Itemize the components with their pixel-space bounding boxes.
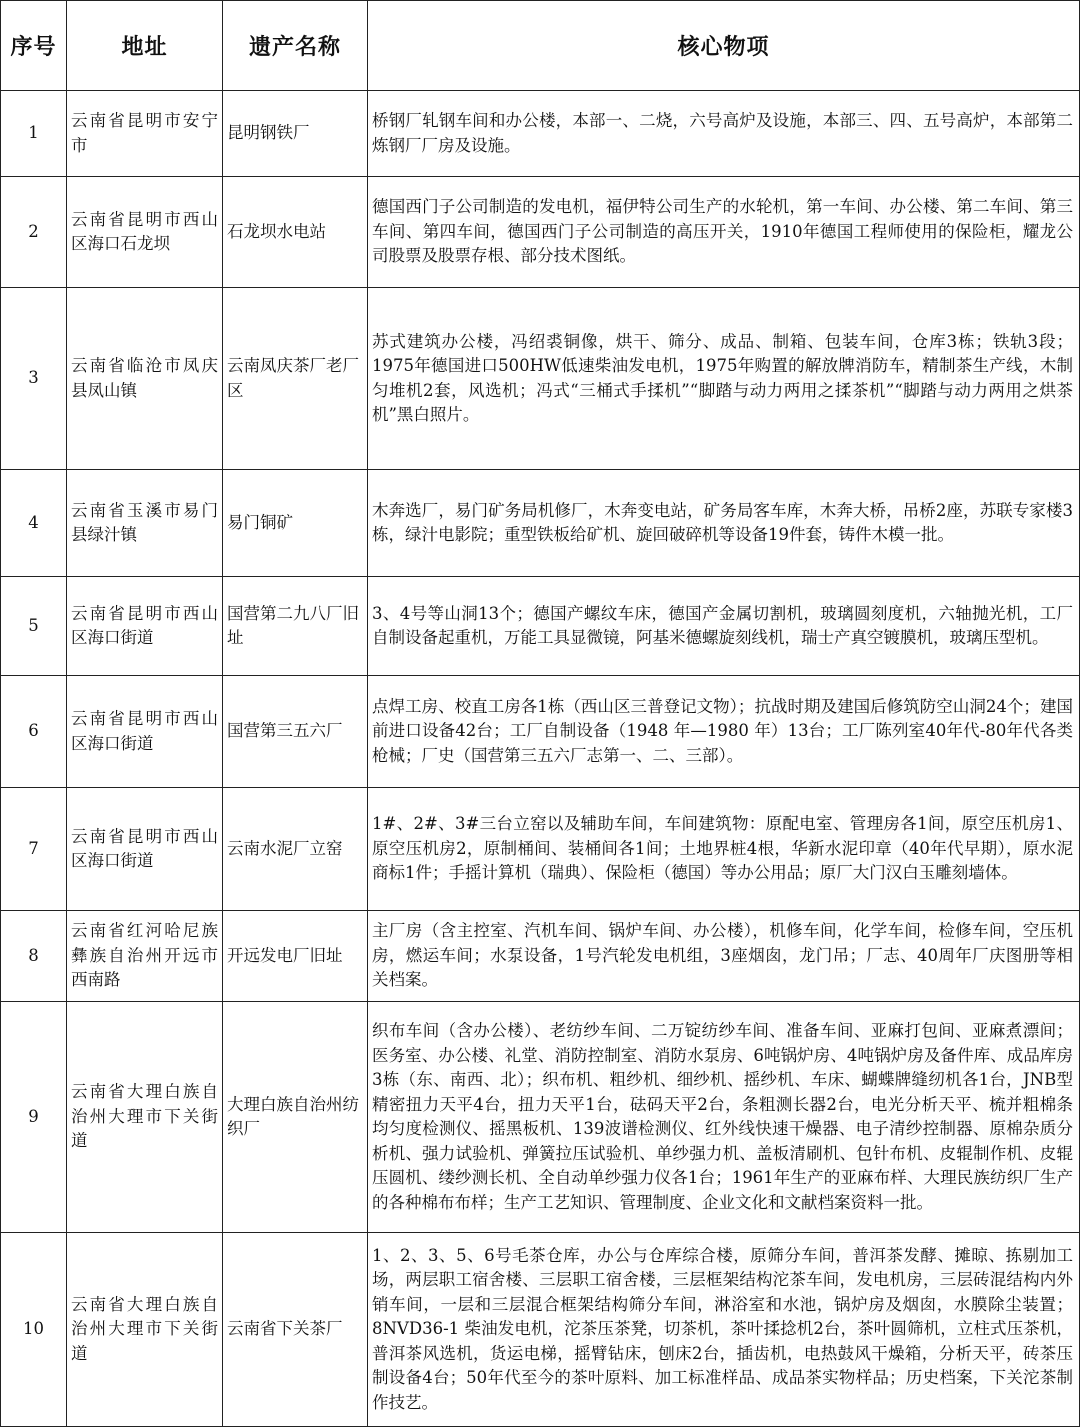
row-address: 云南省红河哈尼族彝族自治州开远市西南路 [67, 911, 223, 1002]
row-core-items: 点焊工房、校直工房各1栋（西山区三普登记文物）；抗战时期及建国后修筑防空山洞24个；建国前进口设备42台；工厂自制设备（1948 年—1980 年）13台；工厂陈列室40年代-80年代各类枪械；厂史（国营第三五六厂志第一、二、三部）。 [368, 676, 1080, 788]
row-index: 8 [1, 911, 67, 1002]
row-heritage-name: 云南水泥厂立窑 [223, 788, 368, 911]
row-core-items: 3、4号等山洞13个；德国产螺纹车床，德国产金属切割机，玻璃圆刻度机，六轴抛光机，工厂自制设备起重机，万能工具显微镜，阿基米德螺旋刻线机，瑞士产真空镀膜机，玻璃压型机。 [368, 577, 1080, 676]
row-index: 1 [1, 91, 67, 177]
row-index: 5 [1, 577, 67, 676]
table-row [1, 288, 1080, 470]
row-index: 9 [1, 1002, 67, 1233]
row-core-items: 德国西门子公司制造的发电机，福伊特公司生产的水轮机，第一车间、办公楼、第二车间、第三车间、第四车间，德国西门子公司制造的高压开关，1910年德国工程师使用的保险柜，耀龙公司股票及股票存根、部分技术图纸。 [368, 177, 1080, 288]
row-heritage-name: 云南省下关茶厂 [223, 1233, 368, 1427]
row-heritage-name: 大理白族自治州纺织厂 [223, 1002, 368, 1233]
header-core-items: 核心物项 [368, 1, 1080, 91]
header-heritage-name: 遗产名称 [223, 1, 368, 91]
row-index: 7 [1, 788, 67, 911]
row-index: 6 [1, 676, 67, 788]
row-address: 云南省大理白族自治州大理市下关街道 [67, 1233, 223, 1427]
header-address: 地址 [67, 1, 223, 91]
row-index: 2 [1, 177, 67, 288]
row-address: 云南省临沧市凤庆县凤山镇 [67, 288, 223, 470]
row-address: 云南省玉溪市易门县绿汁镇 [67, 470, 223, 577]
table-row [1, 676, 1080, 788]
row-address: 云南省昆明市西山区海口街道 [67, 788, 223, 911]
row-core-items: 织布车间（含办公楼）、老纺纱车间、二万锭纺纱车间、准备车间、亚麻打包间、亚麻煮漂间；医务室、办公楼、礼堂、消防控制室、消防水泵房、6吨锅炉房、4吨锅炉房及备件库、成品库房3栋（东、南西、北）；织布机、粗纱机、细纱机、摇纱机、车床、蝴蝶牌缝纫机各1台，JNB型精密扭力天平4台，扭力天平1台，砝码天平2台，条粗测长器2台，电光分析天平、梳并粗棉条均匀度检测仪、摇黑板机、139波谱检测仪、红外线快速干燥器、电子清纱控制器、原棉杂质分析机、强力试验机、弹簧拉压试验机、单纱强力机、盖板清刷机、包针布机、皮辊制作机、皮辊压圆机、缕纱测长机、全自动单纱强力仪各1台；1961年生产的亚麻布样、大理民族纺织厂生产的各种棉布布样；生产工艺知识、管理制度、企业文化和文献档案资料一批。 [368, 1002, 1080, 1233]
row-heritage-name: 昆明钢铁厂 [223, 91, 368, 177]
table-row [1, 1233, 1080, 1427]
row-heritage-name: 国营第三五六厂 [223, 676, 368, 788]
row-core-items: 主厂房（含主控室、汽机车间、锅炉车间、办公楼），机修车间，化学车间，检修车间，空压机房，燃运车间；水泵设备，1号汽轮发电机组，3座烟囱，龙门吊；厂志、40周年厂庆图册等相关档案。 [368, 911, 1080, 1002]
row-core-items: 桥钢厂轧钢车间和办公楼，本部一、二烧，六号高炉及设施，本部三、四、五号高炉，本部第二炼钢厂厂房及设施。 [368, 91, 1080, 177]
table-row [1, 470, 1080, 577]
row-core-items: 木奔选厂，易门矿务局机修厂，木奔变电站，矿务局客车库，木奔大桥，吊桥2座，苏联专家楼3栋，绿汁电影院；重型铁板给矿机、旋回破碎机等设备19件套，铸件木模一批。 [368, 470, 1080, 577]
table-row [1, 788, 1080, 911]
table-row [1, 1002, 1080, 1233]
row-heritage-name: 云南凤庆茶厂老厂区 [223, 288, 368, 470]
row-core-items: 苏式建筑办公楼，冯绍裘铜像，烘干、筛分、成品、制箱、包装车间，仓库3栋；铁轨3段；1975年德国进口500HW低速柴油发电机，1975年购置的解放牌消防车，精制茶生产线，木制匀堆机2套，风选机；冯式“三桶式手揉机”“脚踏与动力两用之揉茶机”“脚踏与动力两用之烘茶机”黑白照片。 [368, 288, 1080, 470]
table-row [1, 91, 1080, 177]
row-address: 云南省昆明市西山区海口石龙坝 [67, 177, 223, 288]
row-address: 云南省大理白族自治州大理市下关街道 [67, 1002, 223, 1233]
header-row [1, 1, 1080, 91]
row-core-items: 1、2、3、5、6号毛茶仓库，办公与仓库综合楼，原筛分车间，普洱茶发酵、摊晾、拣剔加工场，两层职工宿舍楼、三层职工宿舍楼，三层框架结构沱茶车间，发电机房，三层砖混结构内外销车间，一层和三层混合框架结构筛分车间，淋浴室和水池，锅炉房及烟囱，水膜除尘装置；8NVD36-1 柴油发电机，沱茶压茶凳，切茶机，茶叶揉捻机2台，茶叶圆筛机，立柱式压茶机，普洱茶风选机，货运电梯，摇臂钻床，刨床2台，插齿机，电热鼓风干燥箱，分析天平，砖茶压制设备4台；50年代至今的茶叶原料、加工标准样品、成品茶实物样品；历史档案，下关沱茶制作技艺。 [368, 1233, 1080, 1427]
row-address: 云南省昆明市西山区海口街道 [67, 676, 223, 788]
row-index: 10 [1, 1233, 67, 1427]
row-heritage-name: 国营第二九八厂旧址 [223, 577, 368, 676]
row-index: 3 [1, 288, 67, 470]
row-heritage-name: 开远发电厂旧址 [223, 911, 368, 1002]
row-heritage-name: 易门铜矿 [223, 470, 368, 577]
table-row [1, 577, 1080, 676]
table-row [1, 911, 1080, 1002]
row-address: 云南省昆明市西山区海口街道 [67, 577, 223, 676]
row-address: 云南省昆明市安宁市 [67, 91, 223, 177]
row-heritage-name: 石龙坝水电站 [223, 177, 368, 288]
table-row [1, 177, 1080, 288]
row-index: 4 [1, 470, 67, 577]
header-index: 序号 [1, 1, 67, 91]
row-core-items: 1#、2#、3#三台立窑以及辅助车间，车间建筑物：原配电室、管理房各1间，原空压机房1、原空压机房2，原制桶间、装桶间各1间；土地界桩4根，华新水泥印章（40年代早期），原水泥商标1件；手摇计算机（瑞典）、保险柜（德国）等办公用品；原厂大门汉白玉雕刻墙体。 [368, 788, 1080, 911]
